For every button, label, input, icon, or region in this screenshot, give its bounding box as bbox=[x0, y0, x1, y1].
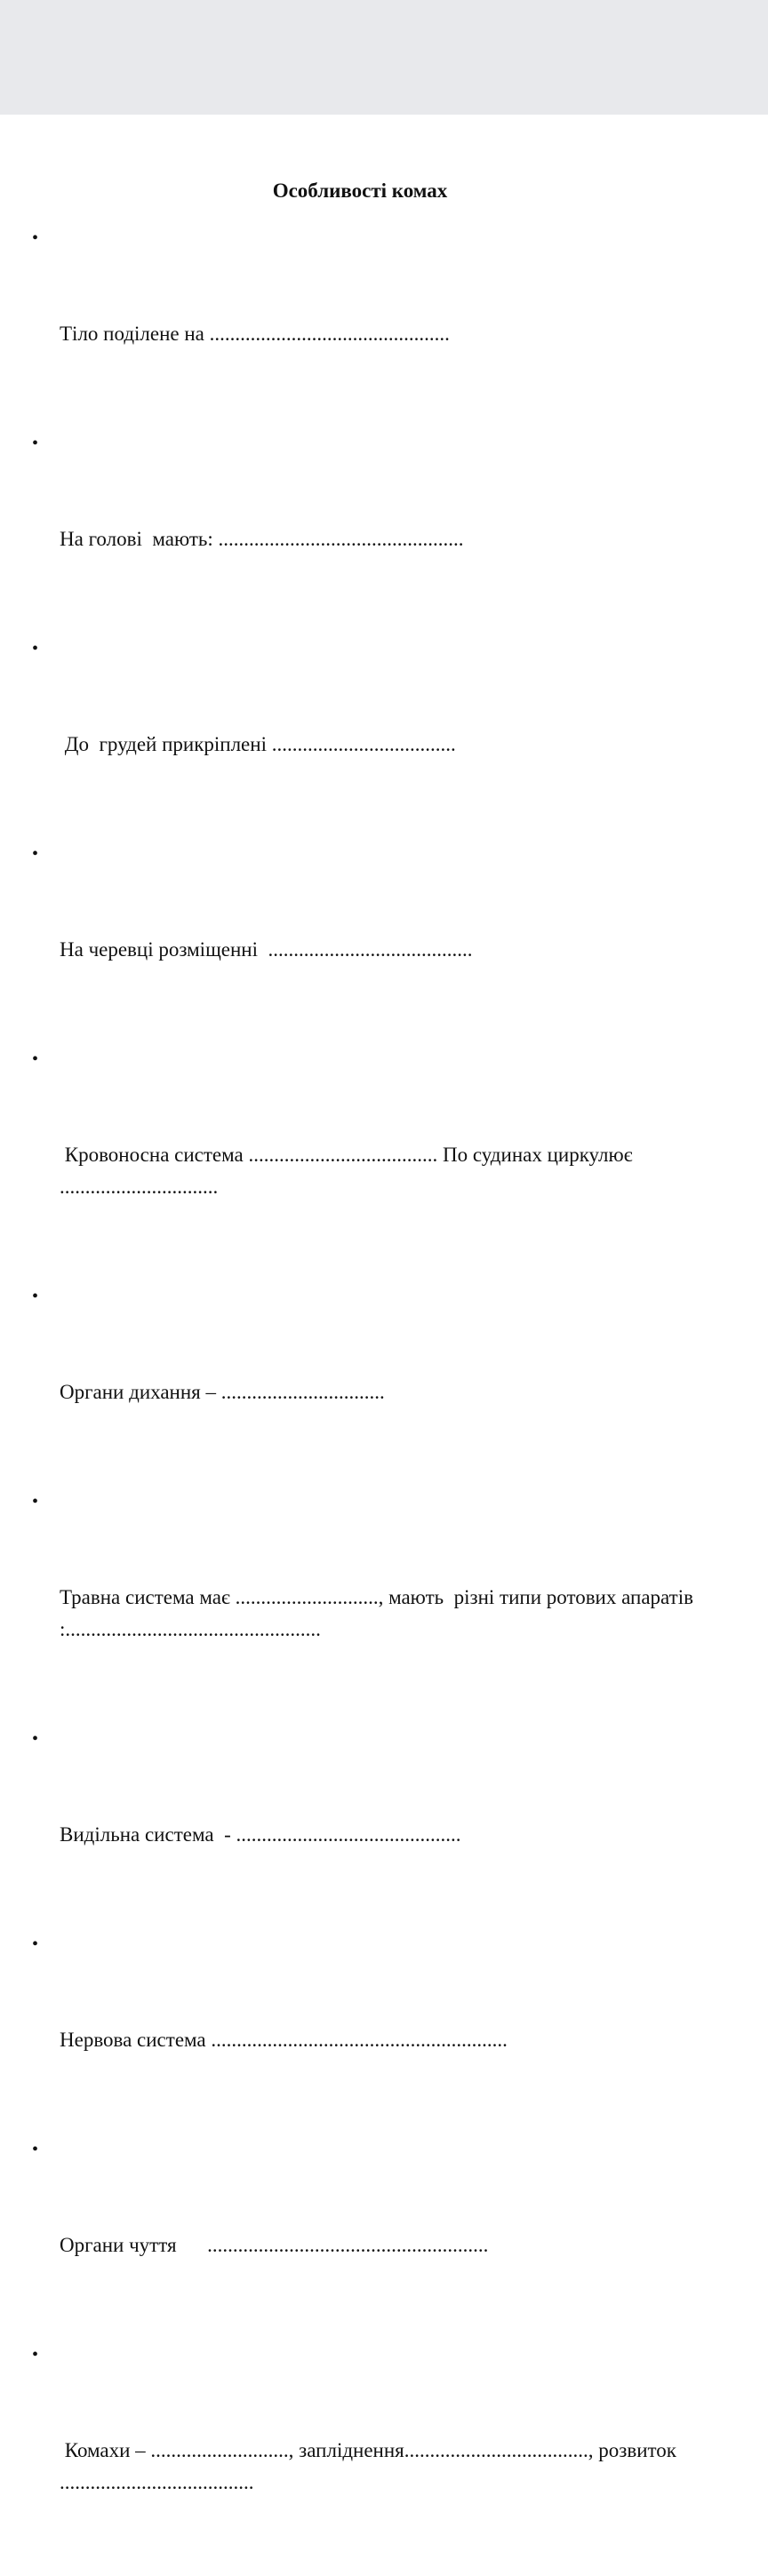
bullet-icon: • bbox=[32, 228, 39, 248]
page-title: Особливості комах bbox=[272, 179, 448, 202]
list-item-text: Комахи – ..........................., запліднення...................................., розвиток ...................................... bbox=[60, 2439, 692, 2493]
list-item bbox=[0, 1723, 768, 1915]
list-item bbox=[0, 222, 768, 414]
list-item-text: Видільна система - ............................................ bbox=[60, 1823, 461, 1846]
list-item-text: На черевці розміщенні ........................................ bbox=[60, 938, 473, 961]
list-item bbox=[0, 838, 768, 1030]
list-item-text: Нервова система .......................................................... bbox=[60, 2029, 508, 2051]
list-item-text: На голові мають: ................................................ bbox=[60, 528, 464, 550]
list-item bbox=[0, 1486, 768, 1710]
list-item bbox=[0, 1043, 768, 1267]
list-item-text: Кровоносна система ..................................... По судинах циркулює ............................... bbox=[60, 1144, 638, 1198]
features-list bbox=[0, 222, 768, 2576]
list-item-text: Органи дихання – ................................ bbox=[60, 1381, 385, 1403]
document-page bbox=[0, 115, 768, 2493]
bullet-icon: • bbox=[32, 1934, 39, 1954]
list-item bbox=[0, 427, 768, 619]
bullet-icon: • bbox=[32, 1492, 39, 1511]
list-item-text: Травна система має ............................, мають різні типи ротових апаратів :.................................................. bbox=[60, 1586, 699, 1640]
list-item bbox=[0, 2133, 768, 2325]
list-item bbox=[0, 633, 768, 825]
top-gray-band bbox=[0, 0, 768, 115]
list-item-text: Органи чуття ....................................................... bbox=[60, 2234, 489, 2256]
list-item bbox=[0, 2339, 768, 2563]
bullet-icon: • bbox=[32, 434, 39, 453]
bullet-icon: • bbox=[32, 2140, 39, 2159]
list-item-text: Тіло поділене на ............................................... bbox=[60, 323, 450, 345]
bullet-icon: • bbox=[32, 1049, 39, 1069]
list-item bbox=[0, 1280, 768, 1472]
bullet-icon: • bbox=[32, 639, 39, 658]
bullet-icon: • bbox=[32, 1287, 39, 1306]
bullet-icon: • bbox=[32, 2345, 39, 2365]
bullet-icon: • bbox=[32, 1729, 39, 1749]
bullet-icon: • bbox=[32, 844, 39, 864]
list-item-text: До грудей прикріплені .................................... bbox=[60, 733, 456, 755]
list-item bbox=[0, 1928, 768, 2120]
